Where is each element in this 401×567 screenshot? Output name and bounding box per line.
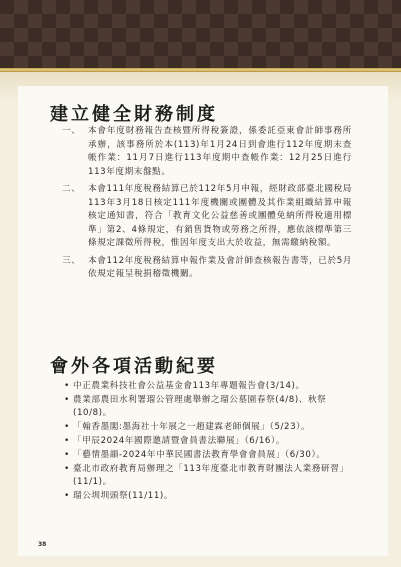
activities-list	[64, 380, 352, 504]
bullet-icon: •	[64, 422, 70, 432]
list-item-text: 本會年度財務報告查核暨所得稅簽證，係委託亞東會計師事務所承辦，該事務所於本(113)年1月24日到會進行112年度期末查帳作業：11月7日進行113年度期中查帳作業：12月25日進行113年度期末盤點。	[88, 126, 352, 177]
list-item	[64, 394, 352, 420]
list-item-number: 二、	[62, 184, 81, 194]
bullet-icon: •	[64, 395, 70, 405]
section-title-finance: 建立健全財務制度	[50, 104, 218, 125]
list-item	[64, 380, 352, 393]
bullet-icon: •	[64, 436, 70, 446]
bullet-icon: •	[64, 381, 70, 391]
list-item	[62, 183, 352, 251]
list-item	[64, 435, 352, 448]
list-item	[62, 255, 352, 282]
list-item	[64, 463, 352, 489]
section-title-activities: 會外各項活動紀要	[50, 356, 218, 377]
bullet-icon: •	[64, 491, 70, 501]
list-item	[64, 449, 352, 462]
bullet-icon: •	[64, 450, 70, 460]
list-item-text: 本會112年度稅務結算申報作業及會計師查核報告書等，已於5月依規定報呈稅捐稽徵機關。	[88, 255, 352, 279]
list-item	[64, 490, 352, 503]
header-checker-pattern	[0, 0, 401, 68]
activity-text: 「翰香墨閣:墨海社十年展之一趙建霖老師個展」（5/23）。	[73, 422, 311, 432]
activity-text: 瑠公圳圳頭祭(11/11)。	[73, 491, 174, 501]
activity-text: 農業部農田水利署瑠公管理處舉辦之瑠公墓園春祭(4/8)、秋祭(10/8)。	[73, 395, 327, 418]
activity-text: 臺北市政府教育局辦理之「113年度臺北市教育財團法人業務研習」(11/1)。	[73, 464, 349, 487]
list-item	[62, 125, 352, 179]
activity-text: 「甲辰2024年國際邀請暨會員書法聯展」（6/16）。	[73, 436, 286, 446]
list-item-number: 一、	[62, 126, 81, 136]
list-item-text: 本會111年度稅務結算已於112年5月申報，經財政部臺北國稅局113年3月18日核定111年度機關或團體及其作業組織結算申報核定通知書，符合「教育文化公益慈善或團體免納所得稅適用標準」第2、4條規定，有銷售貨物或勞務之所得，應依該標準第三條規定課徵所得稅，惟因年度支出大於收益，無需繳納稅額。	[88, 184, 352, 248]
activity-text: 「藝情墨韻-2024年中華民國書法教育學會會員展」（6/30）。	[73, 450, 326, 460]
finance-list	[62, 125, 352, 286]
bullet-icon: •	[64, 464, 70, 474]
list-item-number: 三、	[62, 255, 81, 266]
activity-text: 中正農業科技社會公益基金會113年專題報告會(3/14)。	[73, 381, 305, 391]
page-number: 38	[38, 541, 47, 548]
list-item	[64, 421, 352, 434]
